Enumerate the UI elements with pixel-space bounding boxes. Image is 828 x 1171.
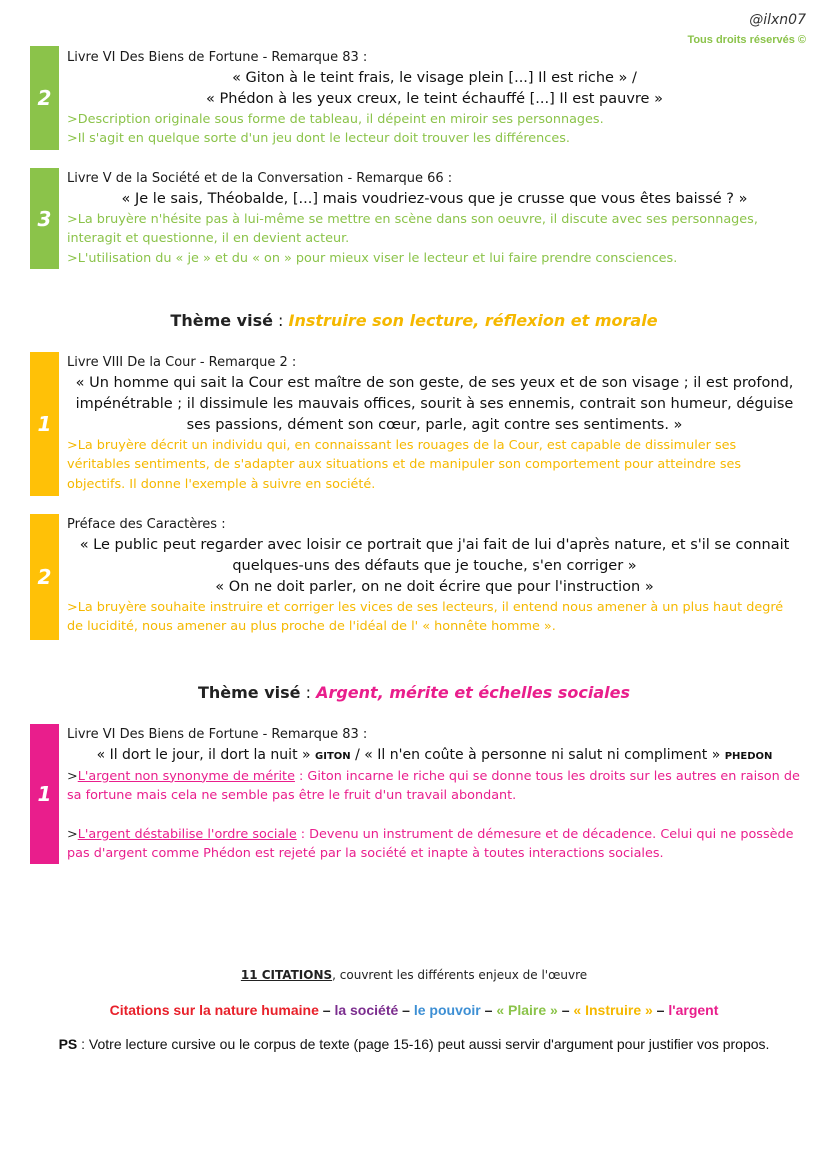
note-title: L'argent non synonyme de mérite [77, 768, 295, 784]
analysis-note: >La bruyère décrit un individu qui, en connaissant les rouages de la Cour, est capable de dissimuler ses véritables sentiments, de s'adapter aux situations et de manipuler son comportement pour atteindre ses objectifs. Il donne l'exemple à suivre en société. [67, 437, 742, 492]
category-label: « Instruire » [573, 1002, 653, 1018]
category-separator: – [480, 1002, 497, 1018]
ps-label: PS [58, 1036, 78, 1052]
analysis-note: >L'utilisation du « je » et du « on » pour mieux viser le lecteur et lui faire prendre consciences. [67, 250, 678, 266]
ps-text: : Votre lecture cursive ou le corpus de texte (page 15-16) peut aussi servir d'argument pour justifier vos propos. [77, 1036, 770, 1052]
analysis-note [67, 767, 802, 806]
quote-text: « Le public peut regarder avec loisir ce portrait que j'ai fait de lui d'après nature, et s'il se connait quelques-uns des défauts que je touche, s'en corriger » [79, 536, 790, 574]
quote-text: « Giton à le teint frais, le visage plein [...] Il est riche » / [232, 69, 637, 86]
quote-text: « Phédon à les yeux creux, le teint échauffé [...] Il est pauvre » [206, 90, 663, 107]
category-separator: – [557, 1002, 574, 1018]
quote-text: « Je le sais, Théobalde, [...] mais voudriez-vous que je crusse que vous êtes baissé ? » [121, 190, 748, 207]
category-label: la société [334, 1002, 399, 1018]
theme-label: Thème visé [170, 311, 273, 330]
speaker-giton: GITON [315, 750, 351, 762]
quote-card [30, 514, 802, 640]
quote-card [30, 46, 802, 150]
citations-summary [0, 968, 828, 982]
ps-note [50, 1034, 778, 1055]
category-label: l'argent [668, 1002, 719, 1018]
quote-card [30, 724, 802, 864]
quote-text: « Un homme qui sait la Cour est maître de son geste, de ses yeux et de son visage ; il est profond, impénétrable ; il dissimule les mauvais offices, sourit à ses ennemis, contrait son humeur, déguise ses passions, dément son cœur, parle, agit contre ses sentiments. » [75, 374, 794, 433]
citations-description: , couvrent les différents enjeux de l'œuvre [332, 968, 588, 982]
quote-source: Livre VIII De la Cour - Remarque 2 : [67, 355, 297, 370]
categories-line [0, 1002, 828, 1018]
quote-card [30, 168, 802, 269]
category-separator: – [398, 1002, 414, 1018]
note-prefix: > [67, 768, 78, 784]
quote-giton: « Il dort le jour, il dort la nuit » [96, 746, 316, 763]
quote-source: Livre V de la Société et de la Conversation - Remarque 66 : [67, 171, 453, 186]
category-label: le pouvoir [413, 1002, 481, 1018]
quote-text [67, 745, 802, 767]
quote-card [30, 352, 802, 496]
category-separator: – [318, 1002, 335, 1018]
quote-text: « On ne doit parler, on ne doit écrire que pour l'instruction » [215, 578, 654, 595]
citations-count: 11 CITATIONS [240, 968, 333, 982]
theme-value: Instruire son lecture, réflexion et morale [288, 311, 658, 330]
copyright-notice: Tous droits réservés © [687, 34, 806, 46]
theme-value: Argent, mérite et échelles sociales [316, 683, 631, 702]
quote-source: Livre VI Des Biens de Fortune - Remarque 83 : [67, 50, 368, 65]
theme-label: Thème visé [197, 683, 301, 702]
card-number-badge: 1 [30, 352, 59, 496]
analysis-note: >Il s'agit en quelque sorte d'un jeu dont le lecteur doit trouver les différences. [67, 131, 570, 146]
note-text: : Giton incarne le riche qui se donne tous les droits sur les autres en raison de sa fortune mais cela ne semble pas être le fruit d'un travail abondant. [67, 768, 800, 803]
quote-source: Préface des Caractères : [67, 517, 226, 532]
category-label: Citations sur la nature humaine [109, 1002, 319, 1018]
analysis-note: >Description originale sous forme de tableau, il dépeint en miroir ses personnages. [67, 111, 604, 127]
category-separator: – [652, 1002, 669, 1018]
analysis-note [67, 825, 802, 864]
speaker-phedon: PHEDON [724, 750, 773, 762]
theme-heading [0, 683, 828, 702]
quote-source: Livre VI Des Biens de Fortune - Remarque 83 : [67, 727, 368, 742]
quote-phedon: « Il n'en coûte à personne ni salut ni compliment » [364, 746, 725, 763]
card-number-badge: 2 [30, 514, 59, 640]
card-number-badge: 1 [30, 724, 59, 864]
analysis-note: >La bruyère n'hésite pas à lui-même se mettre en scène dans son oeuvre, il discute avec ses personnages, interagit et questionne, il en devient acteur. [67, 211, 758, 246]
note-text: : Devenu un instrument de démesure et de décadence. Celui qui ne possède pas d'argent comme Phédon est rejeté par la société et inapte à toutes interactions sociales. [67, 826, 794, 861]
theme-separator: : [300, 683, 317, 702]
quote-separator: / [350, 746, 365, 763]
card-number-badge: 3 [30, 168, 59, 269]
theme-separator: : [272, 311, 289, 330]
note-prefix: > [67, 826, 78, 842]
category-label: « Plaire » [496, 1002, 558, 1018]
analysis-note: >La bruyère souhaite instruire et corriger les vices de ses lecteurs, il entend nous amener à un plus haut degré de lucidité, nous amener au plus proche de l'idéal de l' « honnête homme ». [67, 599, 784, 634]
note-title: L'argent déstabilise l'ordre sociale [77, 826, 297, 842]
card-number-badge: 2 [30, 46, 59, 150]
author-handle: @ilxn07 [749, 12, 806, 28]
theme-heading [0, 311, 828, 330]
